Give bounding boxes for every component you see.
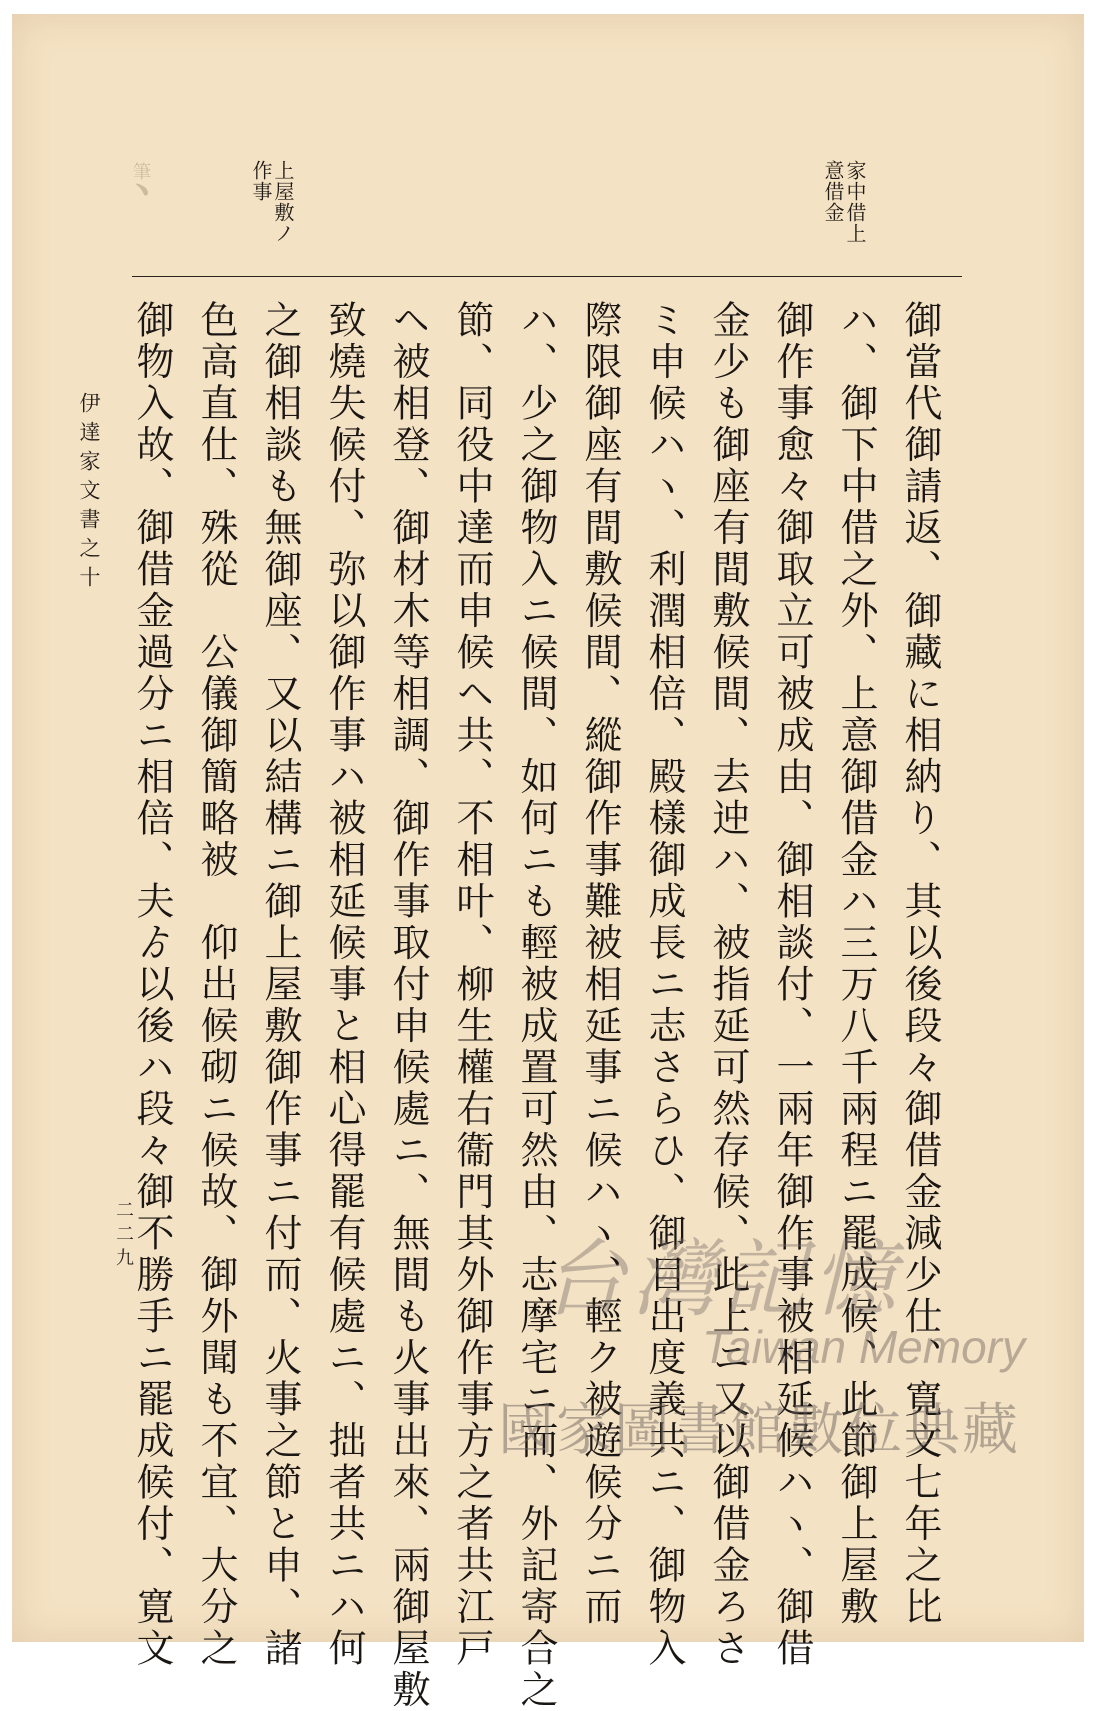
margin-note-residence-work: 上屋敷ノ作事 <box>249 160 295 244</box>
running-head: 伊達家文書之十 <box>77 392 101 595</box>
text-column: ヘ被相登、御材木等相調、御作事取付申候處ニ、無間も火事出來、兩御屋敷 <box>386 300 430 1711</box>
text-column: 色高直仕、殊從 公儀御簡略被 仰出候砌ニ候故、御外聞も不宜、大分之 <box>194 300 238 1670</box>
watermark-script-logo: 台灣記憶 <box>542 1230 903 1328</box>
header-rule <box>132 276 962 277</box>
watermark-subtitle: 國家圖書館數位典藏 <box>498 1398 1020 1463</box>
text-column: ハ、御下中借之外、上意御借金ハ三万八千兩程ニ罷成候、此節御上屋敷 <box>834 300 878 1628</box>
text-column: ハ、少之御物入ニ候間、如何ニも輕被成置可然由、志摩宅ニ而、外記寄合之 <box>514 300 558 1711</box>
text-column: 際限御座有間敷候間、縱御作事難被相延事ニ候ハヽ、輕ク被遊候分ニ而 <box>578 300 622 1628</box>
page-number: 二二九 <box>113 1200 134 1272</box>
watermark-latin: Taiwan Memory <box>702 1321 1025 1373</box>
text-column: 御物入故、御借金過分ニ相倍、夫ゟ以後ハ段々御不勝手ニ罷成候付、寛文 <box>130 300 174 1670</box>
text-column: 致燒失候付、弥以御作事ハ被相延候事と相心得罷有候處ニ、拙者共ニハ何 <box>322 300 366 1670</box>
text-column: 節、同役中達而申候ヘ共、不相叶、柳生權右衞門其外御作事方之者共江戸 <box>450 300 494 1670</box>
faint-bleedthrough-mark: 筆﹅ <box>130 162 151 198</box>
document-page <box>12 14 1084 1711</box>
text-column: ミ申候ハヽ、利潤相倍、殿樣御成長ニ志さらひ、御目出度義共ニ、御物入 <box>642 300 686 1670</box>
text-column: 金少も御座有間敷候間、去迚ハ、被指延可然存候、此上ニ又以御借金ろさ <box>706 300 750 1670</box>
text-column: 御當代御請返、御藏に相納り、其以後段々御借金減少仕、寛文七年之比 <box>898 300 942 1628</box>
margin-note-household-loan: 家中借上意借金 <box>821 160 867 244</box>
text-column: 御作事愈々御取立可被成由、御相談付、一兩年御作事被相延候ハヽ、御借 <box>770 300 814 1670</box>
text-column: 之御相談も無御座、又以結構ニ御上屋敷御作事ニ付而、火事之節と申、諸 <box>258 300 302 1670</box>
